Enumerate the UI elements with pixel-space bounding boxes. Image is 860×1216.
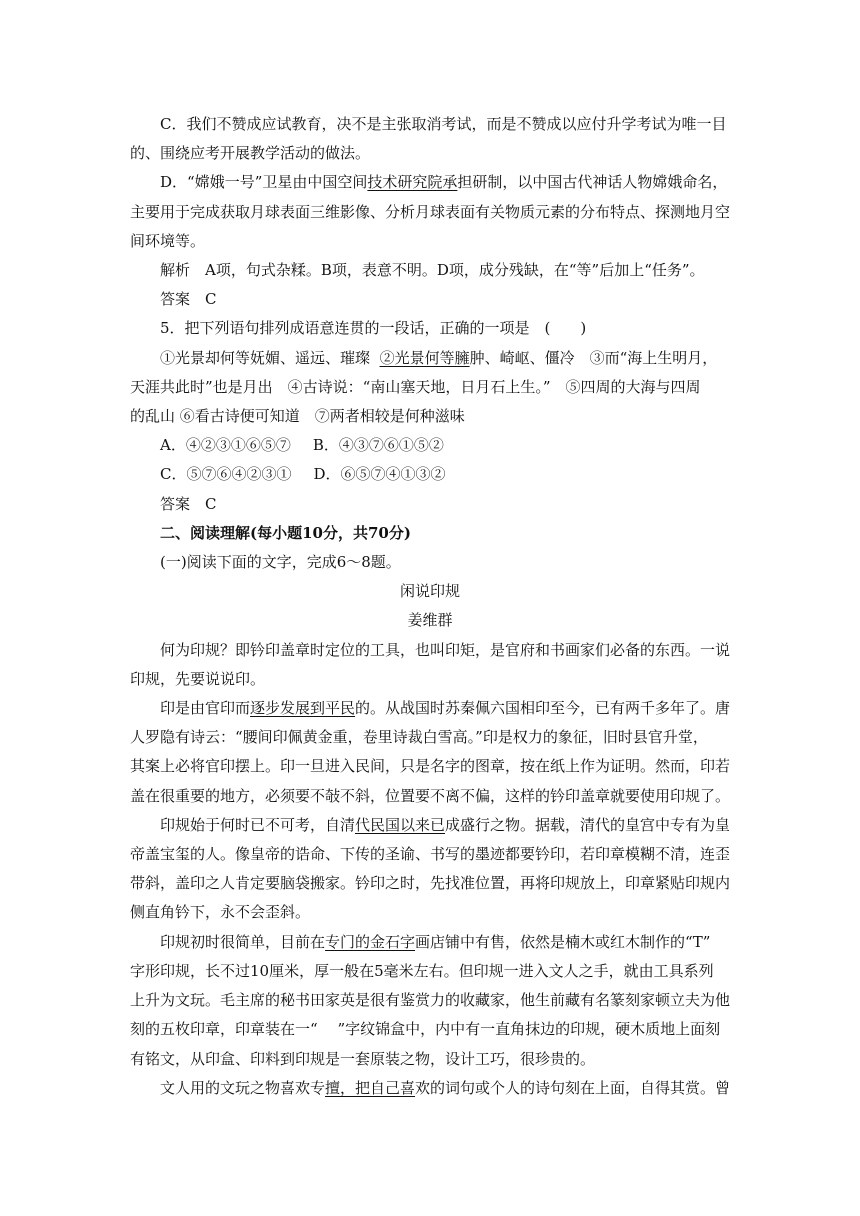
paragraph-text: 画店铺中有售，依然是楠木或红木制作的“T” (415, 932, 711, 951)
options-cd (130, 460, 730, 489)
paragraph-text: 印规始于何时已不可考，自清 (160, 815, 356, 834)
option-d-line3: 间环境等。 (130, 231, 206, 250)
article-author: 姜维群 (407, 611, 453, 630)
paragraph-4-line5: 有铭文，从印盒、印料到印规是一套原装之物，设计工巧，很珍贵的。 (130, 1049, 596, 1068)
answer-q5: 答案 C (160, 494, 217, 513)
option-d-line2: 主要用于完成获取月球表面三维影像、分析月球表面有关物质元素的分布特点、探测地月空 (130, 202, 731, 221)
option-b: B．④③⑦⑥①⑤② (312, 436, 444, 455)
section-heading: 二、阅读理解(每小题10分，共70分) (160, 523, 411, 542)
underlined-phrase: 擅，把自己喜 (325, 1078, 416, 1097)
article-title: 闲说印规 (399, 582, 460, 601)
paragraph-3-line2: 帝盖宝玺的人。像皇帝的诰命、下传的圣谕、书写的墨迹都要钤印，若印章模糊不清，连歪 (130, 845, 731, 864)
sentences-line2: 天涯共此时”也是月出 ④古诗说：“南山塞天地，日月石上生。” ⑤四周的大海与四周 (130, 377, 701, 396)
option-d: D．⑥⑤⑦④①③② (313, 465, 446, 484)
paragraph-4-line3: 上升为文玩。毛主席的秘书田家英是很有鉴赏力的收藏家，他生前藏有名篆刻家顿立夫为他 (130, 991, 731, 1010)
paragraph-4-line2: 字形印规，长不过10厘米，厚一般在5毫米左右。但印规一进入文人之手，就由工具系列 (130, 961, 714, 980)
paragraph-2-line2: 人罗隐有诗云：“腰间印佩黄金重，卷里诗裁白雪高。”印是权力的象征，旧时县官升堂， (130, 728, 708, 747)
document-page (130, 110, 730, 1103)
sentences-line3: 的乱山 ⑥看古诗便可知道 ⑦两者相较是何种滋味 (130, 407, 465, 426)
answer-q4: 答案 C (160, 290, 217, 309)
paragraph-1-line2: 印规，先要说说印。 (130, 669, 266, 688)
sentence-text: 肿、崎岖、僵冷 ③而“海上生明月， (469, 348, 718, 367)
sentences-line1 (130, 344, 730, 373)
paragraph-text: 的。从战国时苏秦佩六国相印至今，已有两千多年了。唐 (355, 699, 731, 718)
underlined-phrase: 技术研究院承 (367, 173, 458, 192)
option-d-text: D．“嫦娥一号”卫星由中国空间 (160, 173, 368, 192)
paragraph-2-line1 (130, 694, 730, 723)
option-c-line1: C．我们不赞成应试教育，决不是主张取消考试，而是不赞成以应付升学考试为唯一目 (160, 115, 727, 133)
underlined-phrase: 代民国以来已 (355, 815, 446, 834)
option-c: C．⑤⑦⑥④②③① (160, 465, 292, 484)
paragraph-5-line1 (130, 1074, 730, 1103)
option-d-line1 (130, 168, 730, 197)
underlined-phrase: ②光景何等臃 (379, 348, 470, 367)
sentence-text: ①光景却何等妩媚、遥远、璀璨 (160, 348, 371, 367)
option-d-text: 担研制，以中国古代神话人物嫦娥命名， (457, 173, 728, 192)
option-c-line2: 的、围绕应考开展教学活动的做法。 (130, 144, 371, 163)
question-5: 5．把下列语句排列成语意连贯的一段话，正确的一项是 ( ) (160, 319, 587, 338)
paragraph-3-line3: 带斜，盖印之人肯定要脑袋搬家。钤印之时，先找准位置，再将印规放上，印章紧贴印规内 (130, 874, 731, 893)
paragraph-2-line3: 其案上必将官印摆上。印一旦进入民间，只是名字的图章，按在纸上作为证明。然而，印若 (130, 757, 731, 776)
reading-intro: (一)阅读下面的文字，完成6～8题。 (160, 553, 401, 572)
paragraph-4-line4: 刻的五枚印章，印章装在一“ ”字纹锦盒中，内中有一直角抹边的印规，硬木质地上面刻 (130, 1020, 721, 1039)
paragraph-3-line1 (130, 811, 730, 840)
underlined-phrase: 逐步发展到平民 (250, 699, 356, 718)
paragraph-4-line1 (130, 928, 730, 957)
option-a: A．④②③①⑥⑤⑦ (160, 436, 291, 455)
paragraph-text: 印规初时很简单，目前在 (160, 932, 326, 951)
analysis-line: 解析 A项，句式杂糅。B项，表意不明。D项，成分残缺，在“等”后加上“任务”。 (160, 261, 705, 280)
paragraph-1-line1: 何为印规？即钤印盖章时定位的工具，也叫印矩，是官府和书画家们必备的东西。一说 (160, 640, 731, 659)
options-ab (130, 431, 730, 460)
paragraph-2-line4: 盖在很重要的地方，必须要不敧不斜，位置要不离不偏，这样的钤印盖章就要使用印规了。 (130, 786, 731, 805)
paragraph-text: 成盛行之物。据载，清代的皇宫中专有为皇 (445, 815, 731, 834)
underlined-phrase: 专门的金石字 (325, 932, 416, 951)
paragraph-3-line4: 侧直角钤下，永不会歪斜。 (130, 903, 311, 922)
paragraph-text: 印是由官印而 (160, 699, 251, 718)
paragraph-text: 欢的词句或个人的诗句刻在上面，自得其赏。曾 (415, 1078, 731, 1097)
paragraph-text: 文人用的文玩之物喜欢专 (160, 1078, 326, 1097)
